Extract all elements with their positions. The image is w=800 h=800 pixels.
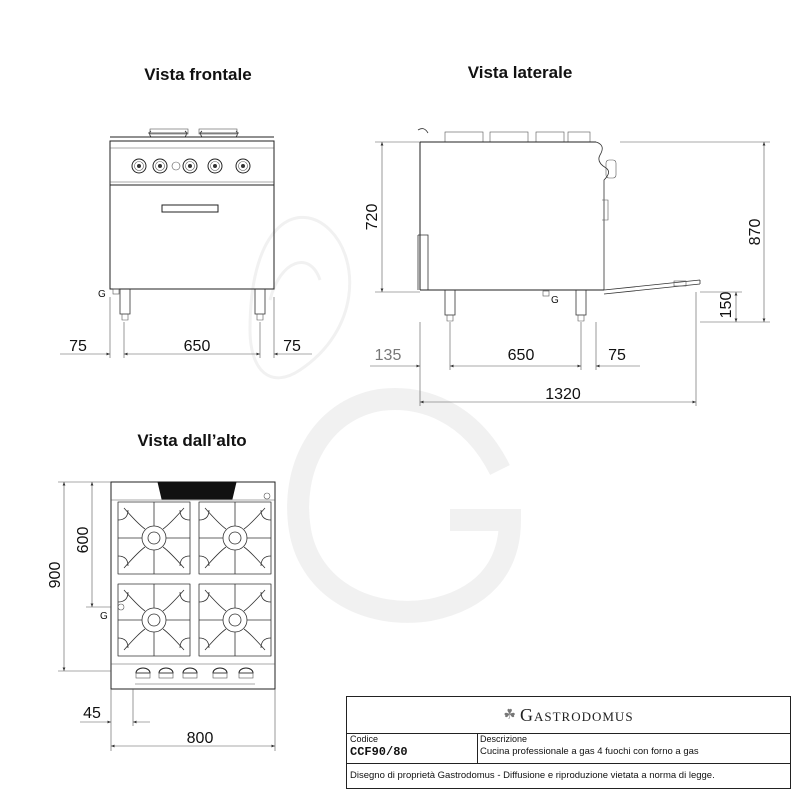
- chef-hat-icon: ☘: [503, 707, 517, 723]
- front-view: [60, 129, 312, 358]
- description-cell: [477, 733, 790, 763]
- burner-icon: [118, 584, 190, 656]
- side-view-title: Vista laterale: [467, 63, 573, 82]
- oven-door-handle: [162, 205, 218, 212]
- burner-icon: [199, 502, 271, 574]
- brand-logo: [503, 705, 633, 726]
- knob-icon: [183, 159, 197, 173]
- knob-icon: [208, 159, 222, 173]
- top-view-title: Vista dall’alto: [137, 431, 247, 450]
- top-dim-left-offset: 45: [83, 705, 101, 722]
- top-dim-burner-depth: 600: [75, 526, 92, 554]
- knob-icon: [132, 159, 146, 173]
- side-dim-total-height: 870: [747, 218, 764, 246]
- top-dim-total-width: 800: [186, 730, 214, 747]
- front-dim-left: 75: [69, 338, 87, 355]
- side-view: [364, 129, 770, 406]
- product-code: CCF90/80: [350, 745, 408, 759]
- flue-outlet: [158, 482, 236, 499]
- title-block: [346, 696, 791, 789]
- side-dim-middle: 650: [507, 347, 535, 364]
- description-label: Descrizione: [480, 734, 528, 744]
- watermark-logo: [250, 217, 510, 611]
- front-dim-right: 75: [283, 338, 301, 355]
- title-block-logo-row: [347, 697, 790, 734]
- brand-name: Gastrodomus: [519, 704, 634, 725]
- gas-connection-label: G: [98, 289, 106, 300]
- side-dim-front: 75: [608, 347, 626, 364]
- side-gas-connection-label: G: [551, 295, 559, 306]
- knob-icon: [136, 668, 150, 678]
- knob-icon: [213, 668, 227, 678]
- side-dim-total-depth: 1320: [545, 386, 581, 403]
- burner-icon: [199, 584, 271, 656]
- product-description: Cucina professionale a gas 4 fuochi con forno a gas: [480, 746, 699, 757]
- side-dim-leg-height: 150: [718, 291, 735, 319]
- igniter-icon: [172, 162, 180, 170]
- knob-icon: [239, 668, 253, 678]
- side-dim-back: 135: [374, 347, 402, 364]
- title-block-info-row: [347, 733, 790, 764]
- knob-icon: [153, 159, 167, 173]
- top-view: [47, 482, 275, 751]
- top-gas-connection-label: G: [100, 611, 108, 622]
- side-dim-body-height: 720: [364, 203, 381, 231]
- knob-icon: [159, 668, 173, 678]
- code-label: Codice: [350, 734, 379, 744]
- code-cell: [347, 733, 478, 763]
- top-dim-total-depth: 900: [47, 561, 64, 589]
- front-view-title: Vista frontale: [144, 65, 252, 84]
- knob-icon: [183, 668, 197, 678]
- burner-icon: [118, 502, 190, 574]
- knob-icon: [236, 159, 250, 173]
- front-dim-middle: 650: [183, 338, 211, 355]
- copyright-notice: Disegno di proprietà Gastrodomus - Diffusione e riproduzione vietata a norma di legge.: [350, 770, 715, 781]
